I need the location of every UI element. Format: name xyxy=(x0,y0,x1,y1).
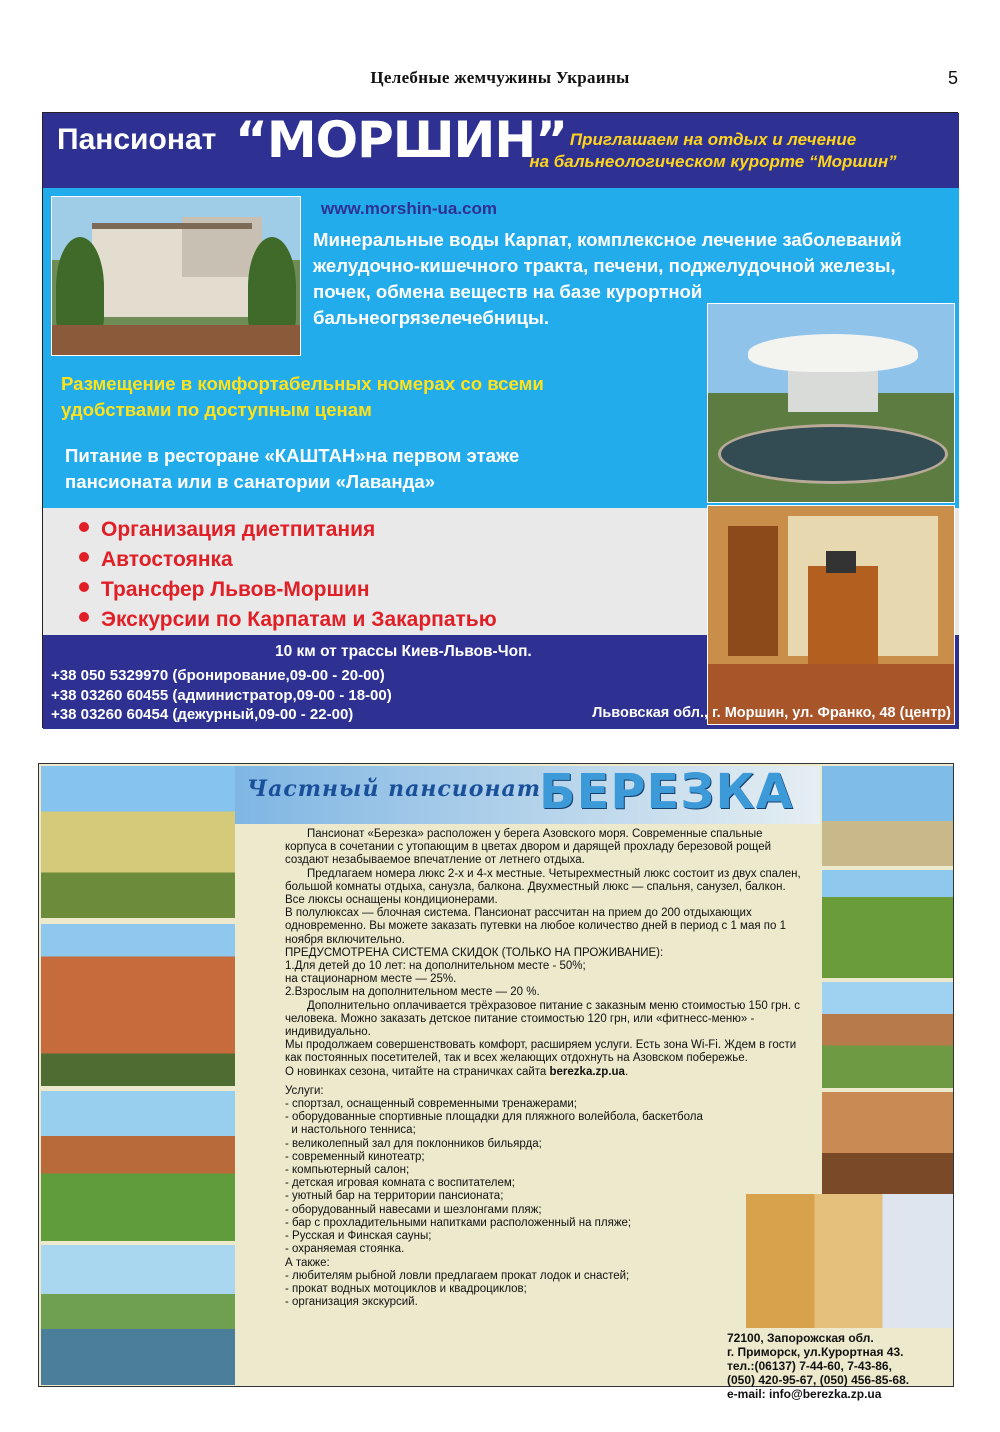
page-number: 5 xyxy=(947,68,958,88)
berezka-paragraph: Мы продолжаем совершенствовать комфорт, расширяем услуги. Есть зона Wi-Fi. Ждем в гости как постоянных посетителей, так и всех желающих отдохнуть на Азовском побережье. xyxy=(285,1039,797,1065)
berezka-ad xyxy=(38,763,954,1401)
berezka-also-title: А также: xyxy=(285,1256,330,1269)
morshin-ad xyxy=(42,112,958,728)
berezka-service-item: - оборудованный навесами и шезлонгами пляж; xyxy=(285,1203,542,1216)
morshin-phone-item[interactable]: +38 03260 60454 (дежурный,09-00 - 22-00) xyxy=(51,706,354,723)
morshin-invite-line: Приглашаем на отдых и лечение xyxy=(569,130,857,149)
berezka-service-item: - великолепный зал для поклонников бильярда; xyxy=(285,1137,542,1150)
berezka-paragraph: Дополнительно оплачивается трёхразовое питание с заказным меню стоимостью 150 грн. с человека. Можно заказать детское питание стоимостью 120 грн, или «фитнесс-меню» - индивидуально. xyxy=(285,999,801,1039)
morshin-label: Пансионат xyxy=(57,123,217,156)
berezka-paragraph: на стационарном месте — 25%. xyxy=(285,973,457,986)
page-header xyxy=(0,68,1000,92)
bullet-icon xyxy=(79,522,89,532)
berezka-contact-line[interactable]: тел.:(06137) 7-44-60, 7-43-86, xyxy=(727,1359,892,1373)
bullet-icon xyxy=(79,552,89,562)
morshin-distance: 10 км от трассы Киев-Львов-Чоп. xyxy=(275,643,532,660)
berezka-service-item: - спортзал, оснащенный современными тренажерами; xyxy=(285,1098,577,1111)
morshin-website-link[interactable]: www.morshin-ua.com xyxy=(321,199,498,218)
berezka-site-line: О новинках сезона, читайте на страничках сайта berezka.zp.ua. xyxy=(285,1065,629,1078)
sanatorium-building-photo xyxy=(51,196,301,356)
berezka-subtitle: Частный пансионат xyxy=(247,776,542,802)
morshin-description-line: почек, обмена веществ на базе курортной xyxy=(313,281,703,302)
morshin-food-line: Питание в ресторане «КАШТАН»на первом этаже xyxy=(65,445,520,466)
berezka-also-item: - организация экскурсий. xyxy=(285,1296,418,1309)
seaside-view-photo xyxy=(41,1245,235,1385)
berezka-service-item: - детская игровая комната с воспитателем; xyxy=(285,1177,515,1190)
berezka-also-item: - любителям рыбной ловли предлагаем прокат лодок и снастей; xyxy=(285,1269,630,1282)
berezka-paragraph: В полулюксах — блочная система. Пансионат рассчитан на прием до 200 отдыхающих одновременно. Вы можете заказать путевки на любое количество дней в период с 1 мая по 1 ноября включительно. xyxy=(285,907,786,946)
morshin-name: “МОРШИН” xyxy=(235,111,568,169)
berezka-paragraph: 1.Для детей до 10 лет: на дополнительном месте - 50%; xyxy=(285,960,586,973)
morshin-service-item: Организация диетпитания xyxy=(79,515,497,545)
garden-building-photo xyxy=(41,1091,235,1241)
berezka-contact-line: г. Приморск, ул.Курортная 43. xyxy=(727,1345,904,1359)
berezka-service-item: и настольного тенниса; xyxy=(285,1124,416,1137)
morshin-address: Львовская обл., г. Моршин, ул. Франко, 48 (центр) xyxy=(592,705,951,721)
berezka-service-item: - компьютерный салон; xyxy=(285,1164,410,1177)
morshin-accommodation xyxy=(61,371,701,423)
berezka-contact-line[interactable]: e-mail: info@berezka.zp.ua xyxy=(727,1387,882,1401)
berezka-service-item: - уютный бар на территории пансионата; xyxy=(285,1190,504,1203)
gazebo-photo xyxy=(822,982,953,1088)
morshin-food xyxy=(65,443,705,495)
fountain-courtyard-photo xyxy=(41,766,235,918)
morshin-services-list xyxy=(79,515,497,635)
morshin-food-line: пансионата или в санатории «Лаванда» xyxy=(65,471,436,492)
pump-room-photo xyxy=(707,303,955,503)
berezka-paragraph: Предлагаем номера люкс 2-х и 4-х местные. Четырехместный люкс состоит из двух спален, большой комнаты отдыха, санузла, балкона. Двухместный люкс — спальня, санузел, балкон. Все люксы оснащены кондиционерами. xyxy=(285,867,801,907)
berezka-service-item: - оборудованные спортивные площадки для пляжного волейбола, баскетбола xyxy=(285,1111,703,1124)
page-header-title: Целебные жемчужины Украины xyxy=(370,68,630,87)
berezka-paragraph: Пансионат «Березка» расположен у берега Азовского моря. Современные спальные корпуса в сочетании с утопающим в цветах двором и дарящей прохладу березовой рощей создают незабываемое впечатление от летнего отдыха. xyxy=(285,828,772,867)
morshin-description-line: Минеральные воды Карпат, комплексное лечение заболеваний xyxy=(313,229,902,250)
berezka-service-item: - охраняемая стоянка. xyxy=(285,1243,405,1256)
morshin-phone-item[interactable]: +38 03260 60455 (администратор,09-00 - 18-00) xyxy=(51,686,392,704)
morshin-accommodation-line: Размещение в комфортабельных номерах со всеми xyxy=(61,373,544,394)
berezka-contact-line[interactable]: (050) 420-95-67, (050) 456-85-68. xyxy=(727,1373,910,1387)
morshin-phone-item[interactable]: +38 050 5329970 (бронирование,09-00 - 20-00) xyxy=(51,667,385,684)
morshin-service-item: Автостоянка xyxy=(79,545,497,575)
berezka-title: БЕРЕЗКА xyxy=(539,764,794,820)
morshin-description xyxy=(313,227,963,331)
morshin-service-item: Трансфер Львов-Моршин xyxy=(79,575,497,605)
berezka-service-item: - Русская и Финская сауны; xyxy=(285,1230,432,1243)
hotel-room-photo xyxy=(707,505,955,725)
berezka-site-link[interactable]: berezka.zp.ua xyxy=(549,1065,625,1078)
berezka-paragraph: ПРЕДУСМОТРЕНА СИСТЕМА СКИДОК (ТОЛЬКО НА ПРОЖИВАНИЕ): xyxy=(285,946,664,959)
berezka-also-item: - прокат водных мотоциклов и квадроциклов; xyxy=(285,1282,527,1295)
morshin-description-line: желудочно-кишечного тракта, печени, поджелудочной железы, xyxy=(313,255,896,276)
morshin-invite-line: на бальнеологическом курорте “Моршин” xyxy=(529,152,897,171)
building-balconies-photo xyxy=(41,924,235,1086)
berezka-contact-line: 72100, Запорожская обл. xyxy=(727,1331,874,1345)
morshin-description-line: бальнеогрязелечебницы. xyxy=(313,307,549,328)
berezka-service-item: - современный кинотеатр; xyxy=(285,1150,425,1163)
beach-umbrellas-photo xyxy=(822,766,953,866)
bullet-icon xyxy=(79,612,89,622)
bullet-icon xyxy=(79,582,89,592)
playground-photo xyxy=(822,870,953,978)
morshin-accommodation-line: удобствами по доступным ценам xyxy=(61,399,372,420)
morshin-service-item: Экскурсии по Карпатам и Закарпатью xyxy=(79,605,497,635)
berezka-description xyxy=(285,828,805,1309)
berezka-services-title: Услуги: xyxy=(285,1084,324,1097)
berezka-service-item: - бар с прохладительными напитками расположенный на пляже; xyxy=(285,1216,632,1229)
morshin-phones xyxy=(51,666,392,725)
gym-photo xyxy=(822,1092,953,1194)
berezka-paragraph: 2.Взрослым на дополнительном месте — 20 %. xyxy=(285,986,540,999)
berezka-contact xyxy=(727,1331,909,1401)
morshin-header-band xyxy=(43,113,959,188)
morshin-invite xyxy=(483,129,943,173)
